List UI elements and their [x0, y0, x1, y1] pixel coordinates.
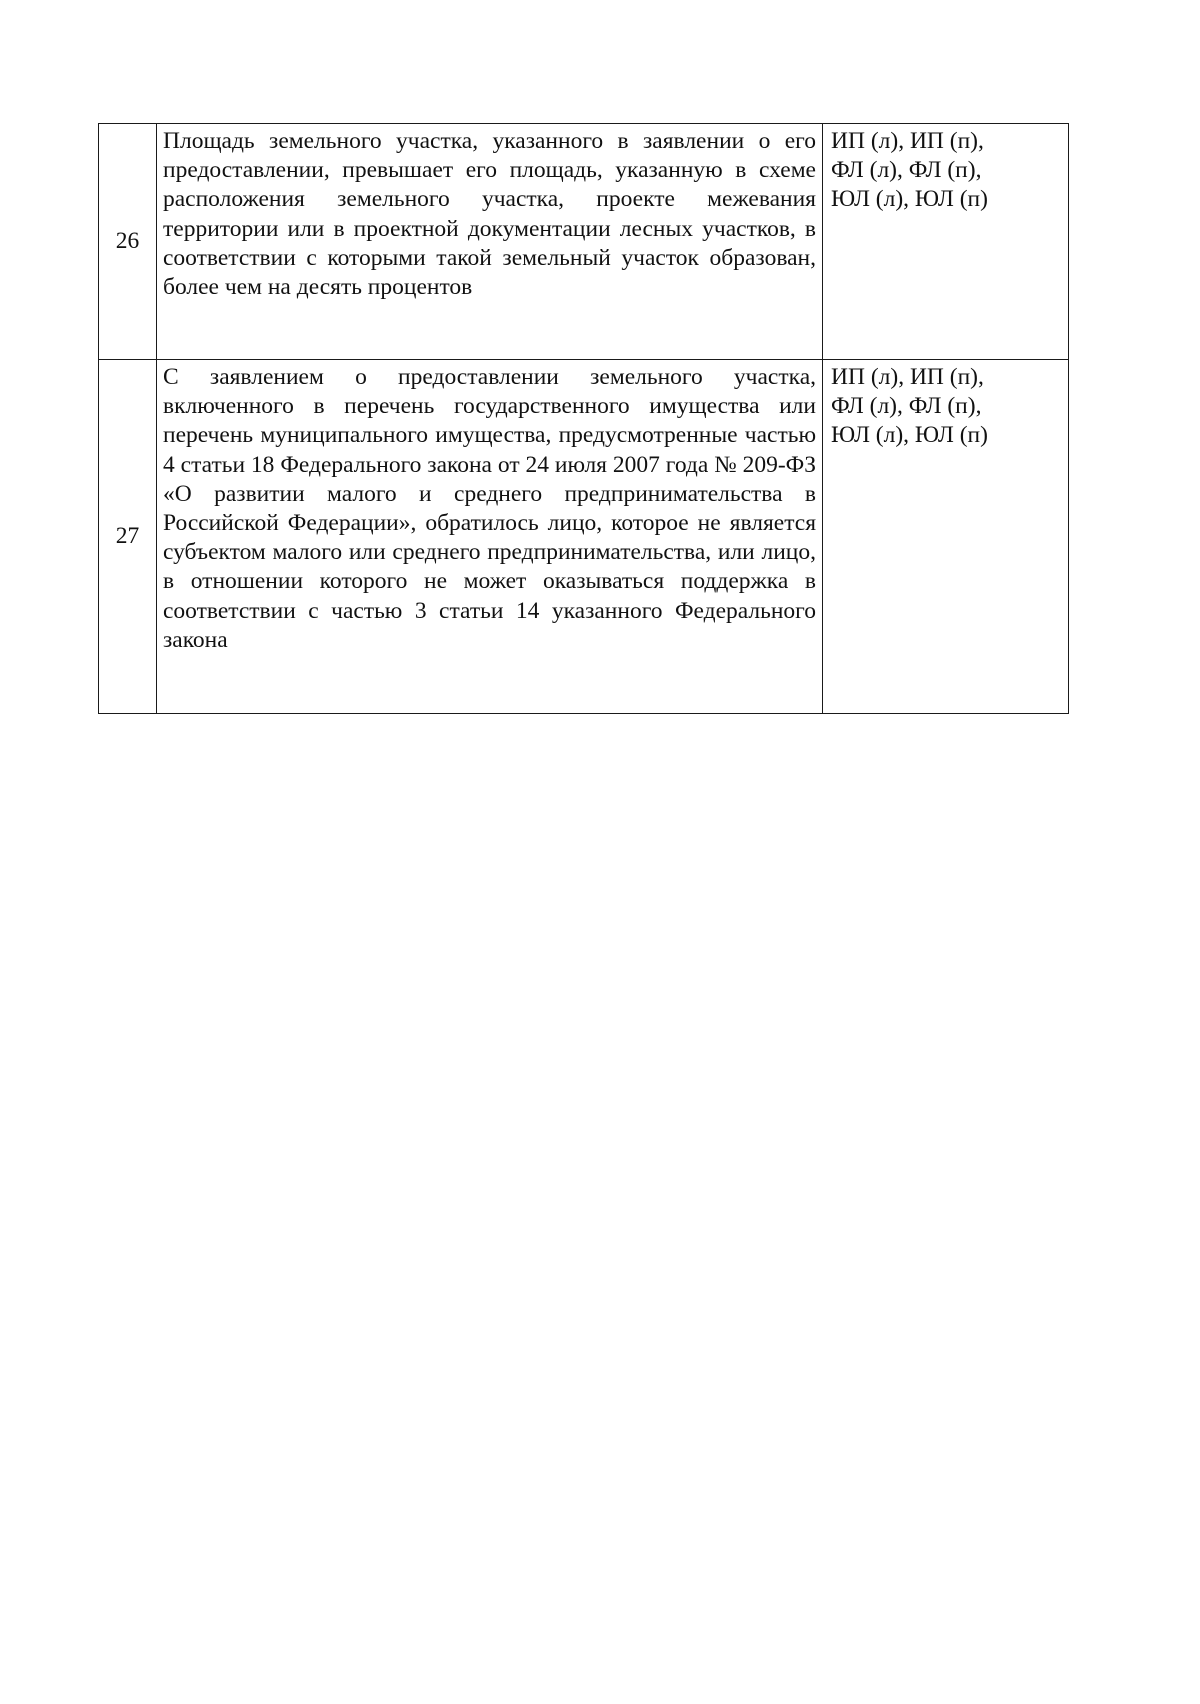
applicant-code-line: ЮЛ (л), ЮЛ (п)	[831, 422, 988, 449]
applicant-code-line: ИП (л), ИП (п),	[831, 128, 984, 154]
row-text: Площадь земельного участка, указанного в заявлении о его предоставлении, превышает его площадь, указанную в схеме расположения земельного участка, проекте межевания территории или в проектной документации лесных участков, в соответствии с которыми такой земельный участок образован, более чем на десять процентов	[157, 124, 823, 360]
applicant-code-line: ИП (л), ИП (п),	[831, 364, 984, 390]
applicant-code-line: ФЛ (л), ФЛ (п),	[831, 157, 982, 184]
row-number: 27	[99, 360, 157, 714]
row-number: 26	[99, 124, 157, 360]
applicant-code-line: ЮЛ (л), ЮЛ (п)	[831, 186, 988, 213]
grounds-table	[98, 123, 1069, 714]
row-applicant-codes	[823, 124, 1069, 360]
applicant-code-line: ФЛ (л), ФЛ (п),	[831, 393, 982, 420]
row-text: С заявлением о предоставлении земельного участка, включенного в перечень государственного имущества или перечень муниципального имущества, предусмотренные частью 4 статьи 18 Федерального закона от 24 июля 2007 года № 209-ФЗ «О развитии малого и среднего предпринимательства в Российской Федерации», обратилось лицо, которое не является субъектом малого или среднего предпринимательства, или лицо, в отношении которого не может оказываться поддержка в соответствии с частью 3 статьи 14 указанного Федерального закона	[157, 360, 823, 714]
row-applicant-codes	[823, 360, 1069, 714]
table-row	[99, 360, 1069, 714]
table-row	[99, 124, 1069, 360]
